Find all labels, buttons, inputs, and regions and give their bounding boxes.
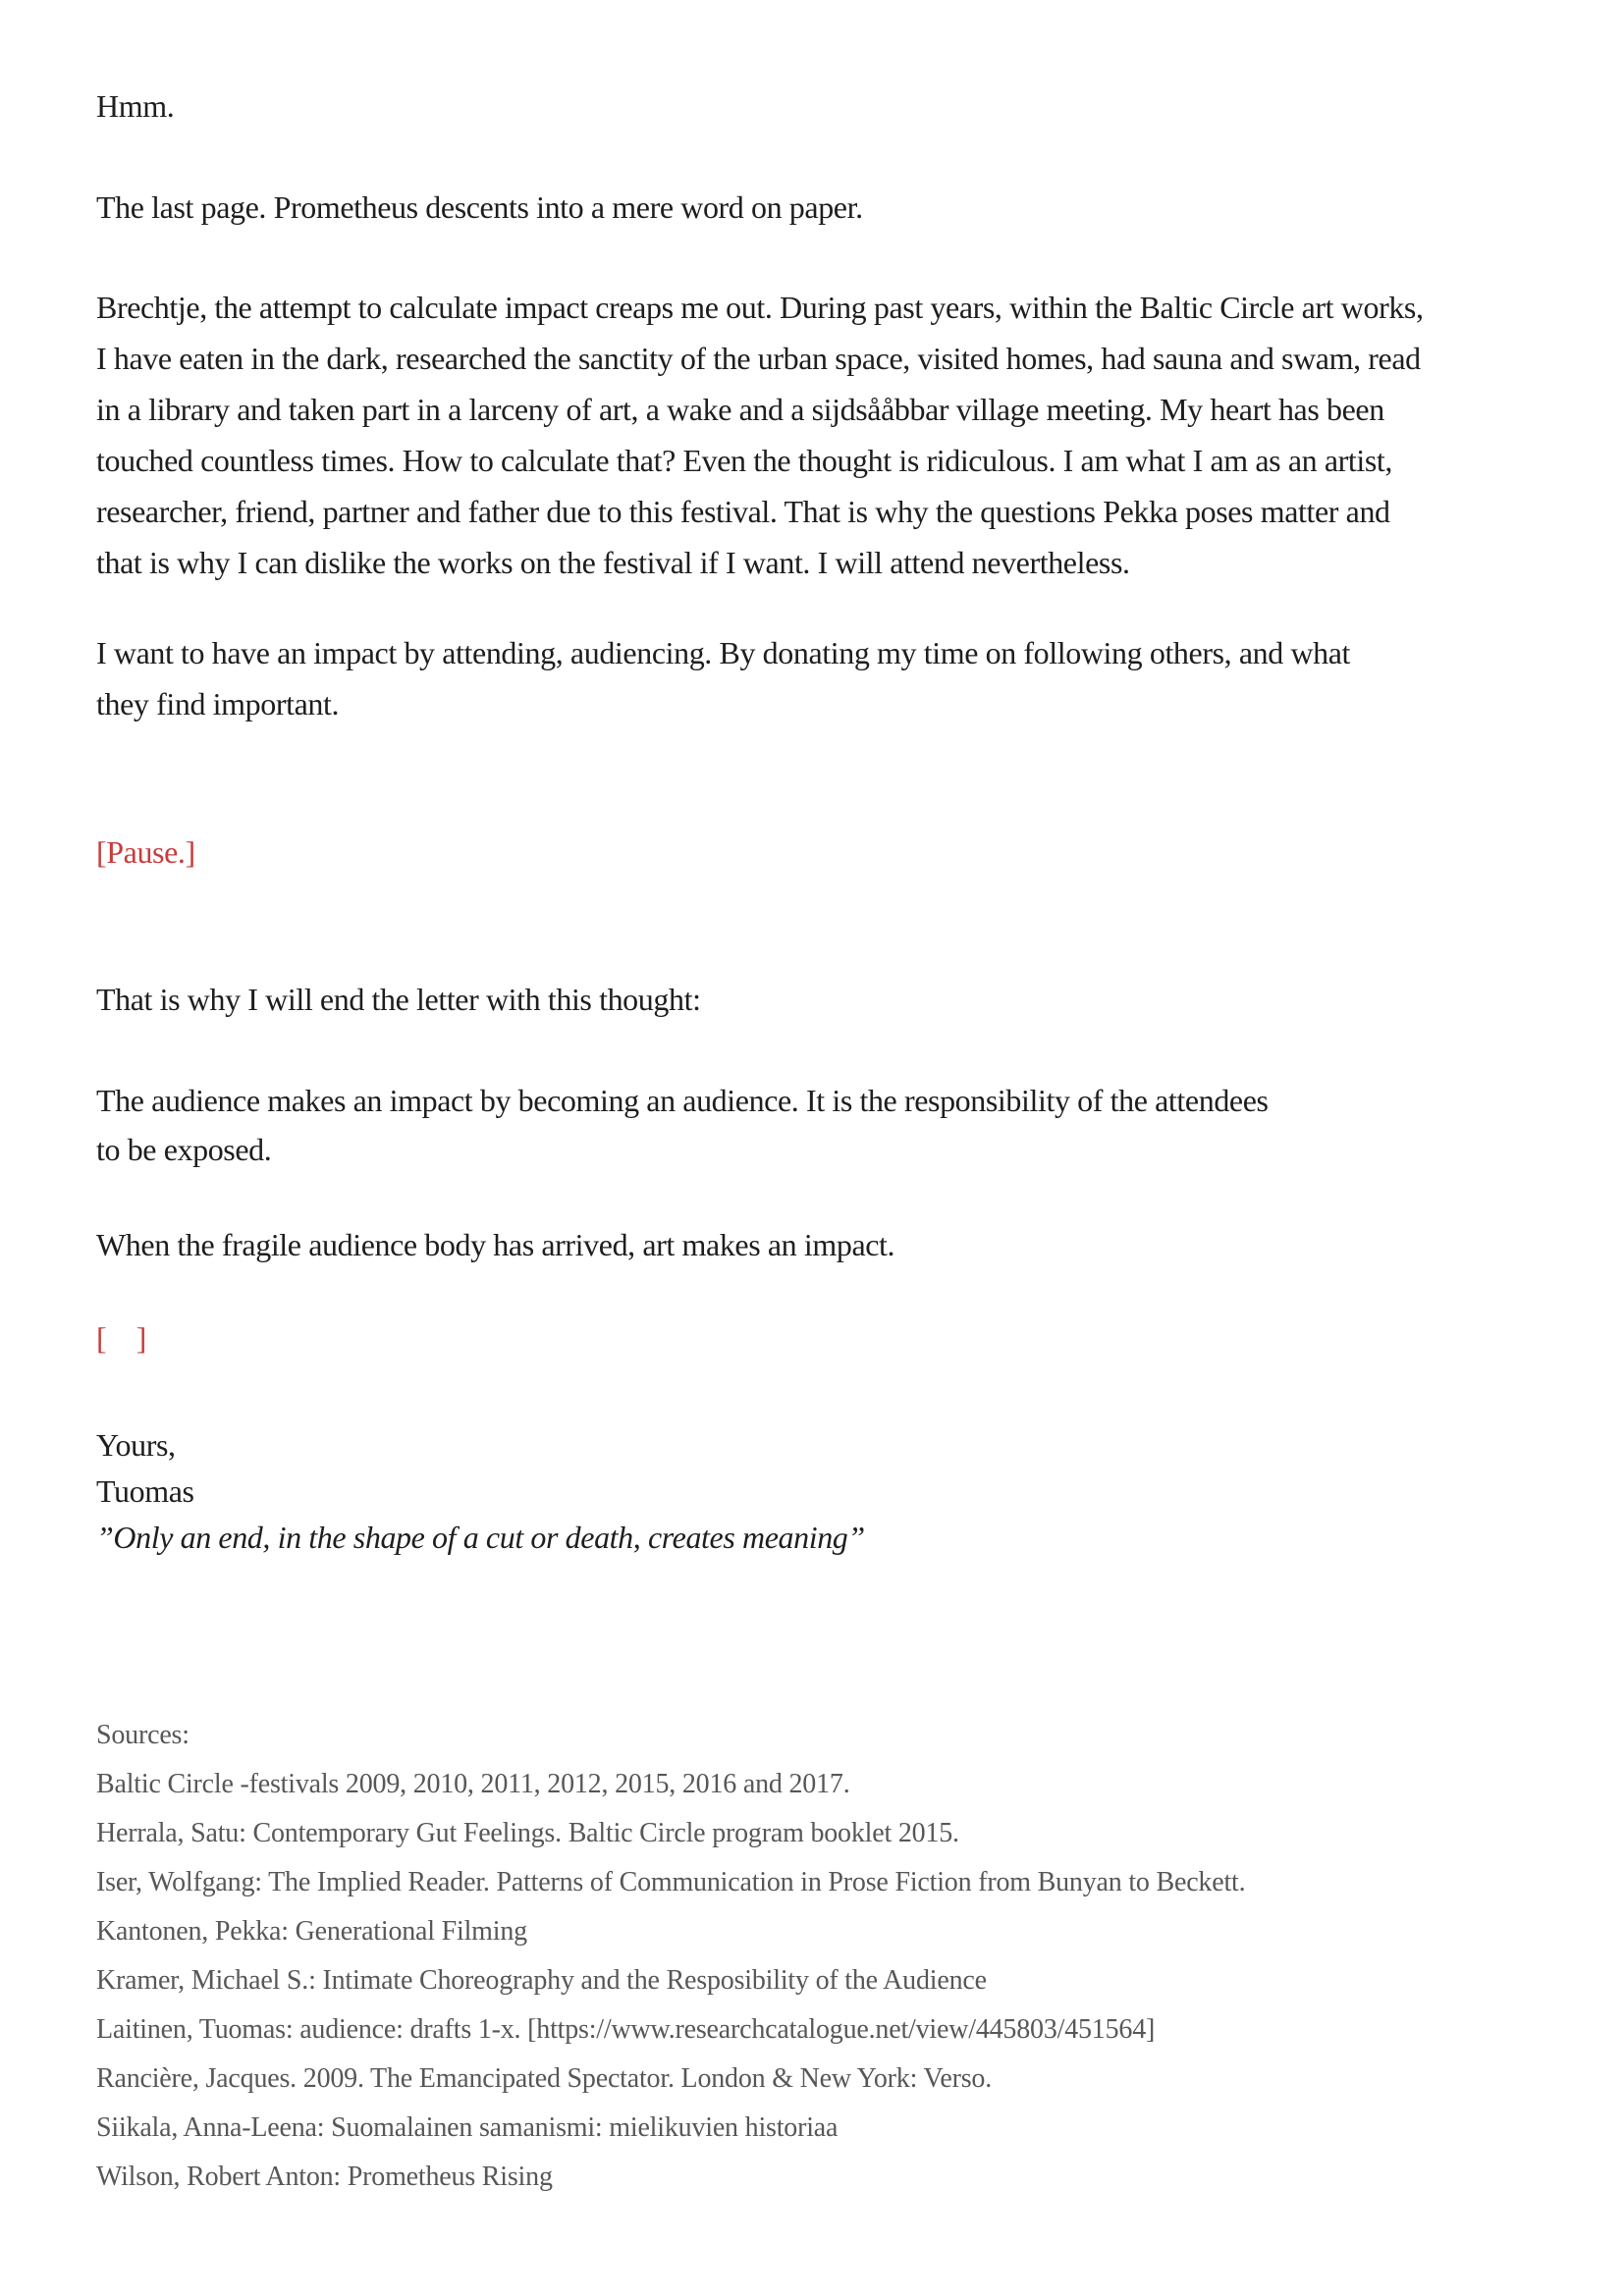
source-item: Kramer, Michael S.: Intimate Choreography and the Resposibility of the Audience xyxy=(96,1965,987,1996)
paragraph-line: they find important. xyxy=(96,686,340,721)
source-item: Laitinen, Tuomas: audience: drafts 1-x. [https://www.researchcatalogue.net/view/445803/451564] xyxy=(96,2014,1156,2045)
signature-block xyxy=(96,1422,865,1561)
pause-marker: [Pause.] xyxy=(96,834,195,870)
source-item: Siikala, Anna-Leena: Suomalainen samanismi: mielikuvien historiaa xyxy=(96,2112,839,2143)
paragraph-audience xyxy=(96,1076,1269,1174)
letter-last-page-line: The last page. Prometheus descents into a mere word on paper. xyxy=(96,189,863,225)
paragraph-brechtje xyxy=(96,282,1424,588)
paragraph-line: I have eaten in the dark, researched the sanctity of the urban space, visited homes, had sauna and swam, read xyxy=(96,341,1421,376)
paragraph-line: that is why I can dislike the works on the festival if I want. I will attend nevertheless. xyxy=(96,545,1130,580)
paragraph-line: to be exposed. xyxy=(96,1132,272,1167)
signature: Tuomas xyxy=(96,1473,194,1509)
paragraph-line: Brechtje, the attempt to calculate impact creaps me out. During past years, within the Baltic Circle art works, xyxy=(96,290,1424,325)
paragraph-line: The audience makes an impact by becoming an audience. It is the responsibility of the attendees xyxy=(96,1083,1269,1118)
source-item: Herrala, Satu: Contemporary Gut Feelings. Baltic Circle program booklet 2015. xyxy=(96,1818,959,1848)
signoff: Yours, xyxy=(96,1427,176,1463)
paragraph-line: in a library and taken part in a larceny of art, a wake and a sijdsååbbar village meeting. My heart has been xyxy=(96,392,1384,427)
source-item: Iser, Wolfgang: The Implied Reader. Patterns of Communication in Prose Fiction from Bunyan to Beckett. xyxy=(96,1867,1246,1897)
empty-brackets-marker: [ ] xyxy=(96,1320,146,1356)
source-item: Wilson, Robert Anton: Prometheus Rising xyxy=(96,2162,553,2192)
source-item: Baltic Circle -festivals 2009, 2010, 2011, 2012, 2015, 2016 and 2017. xyxy=(96,1769,850,1799)
source-item: Rancière, Jacques. 2009. The Emancipated Spectator. London & New York: Verso. xyxy=(96,2063,993,2094)
paragraph-line: touched countless times. How to calculate that? Even the thought is ridiculous. I am what I am as an artist, xyxy=(96,443,1393,478)
closing-quote: ”Only an end, in the shape of a cut or death, creates meaning” xyxy=(96,1520,865,1555)
fragile-line: When the fragile audience body has arrived, art makes an impact. xyxy=(96,1227,895,1262)
paragraph-impact xyxy=(96,627,1350,729)
closing-intro: That is why I will end the letter with this thought: xyxy=(96,982,701,1017)
paragraph-line: I want to have an impact by attending, audiencing. By donating my time on following others, and what xyxy=(96,635,1351,670)
paragraph-line: researcher, friend, partner and father due to this festival. That is why the questions Pekka poses matter and xyxy=(96,494,1390,529)
source-item: Kantonen, Pekka: Generational Filming xyxy=(96,1916,527,1947)
sources-section xyxy=(96,1711,1245,2202)
sources-heading: Sources: xyxy=(96,1720,189,1750)
letter-opening: Hmm. xyxy=(96,88,175,124)
